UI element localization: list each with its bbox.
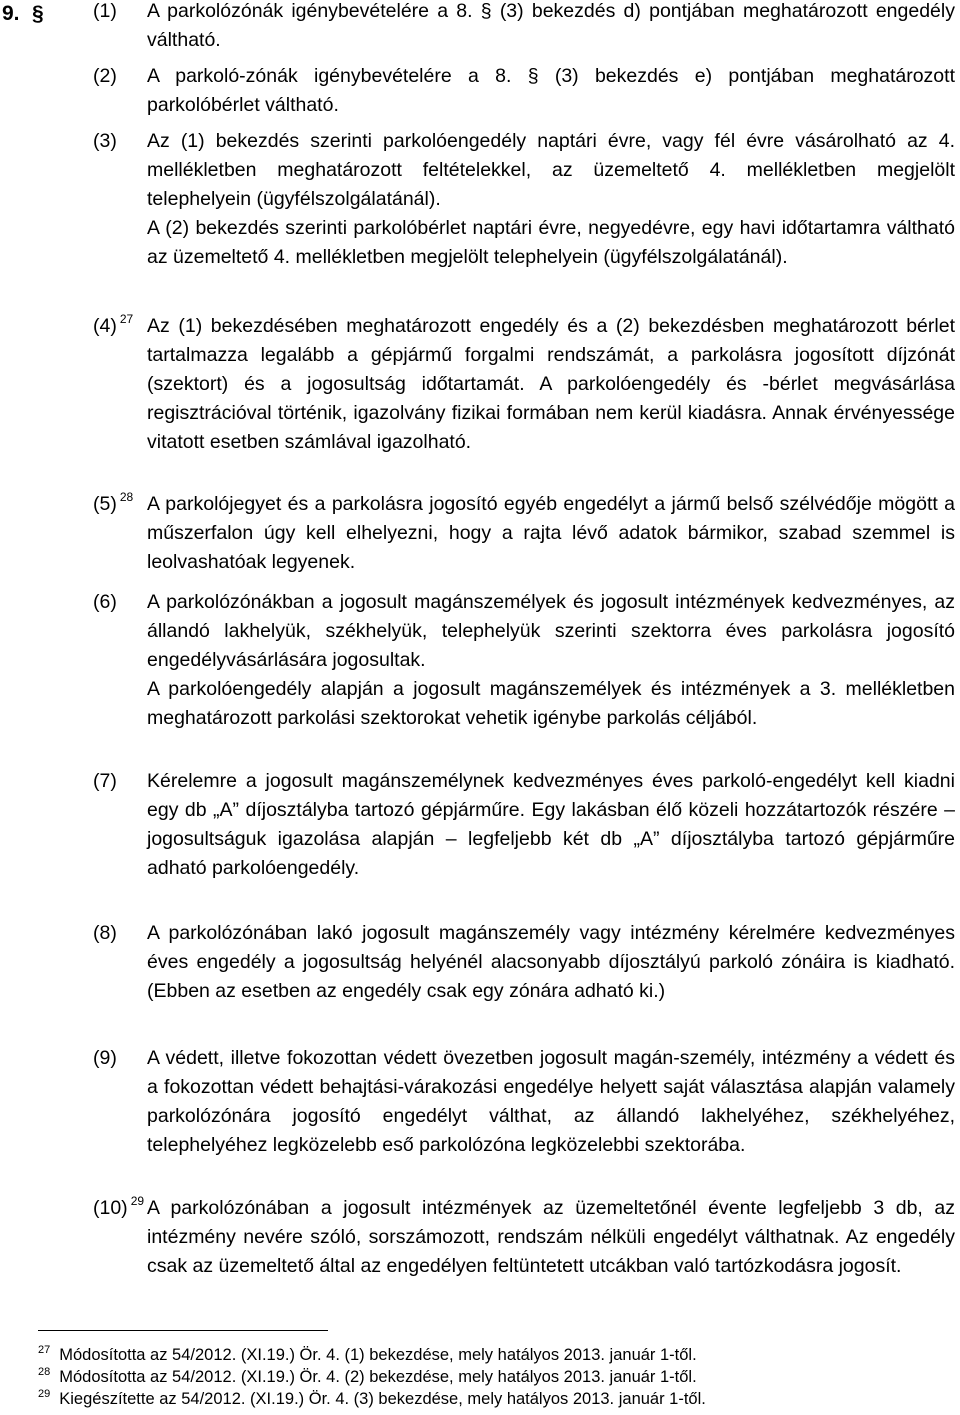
paragraph-text: A parkolózónában lakó jogosult magánszemély vagy intézmény kérelmére kedvezményes éves engedély a jogosultság helyénél alacsonyabb díjosztályú parkoló zónáira is kiadható. (Ebben az esetben az engedély csak egy zónára adható ki.) (147, 922, 955, 1002)
footnote-ref: 27 (119, 312, 134, 326)
footnote-text: Kiegészítette az 54/2012. (XI.19.) Ör. 4. (3) bekezdése, mely hatályos 2013. január 1-től. (59, 1390, 706, 1408)
paragraph-number: (6) (93, 591, 117, 613)
paragraph-text: Az (1) bekezdés szerinti parkolóengedély naptári évre, vagy fél évre vásárolható az 4. mellékletben meghatározott feltételekkel, az üzemeltető 4. mellékletben megjelölt telephelyein (ügyfélszolgálatánál). A (2) bekezdés szerinti parkolóbérlet naptári évre, negyedévre, egy havi időtartamra váltható az üzemeltető 4. mellékletben megjelölt telephelyein (ügyfélszolgálatánál). (147, 130, 955, 268)
footnote-29 (38, 1389, 706, 1409)
paragraph-text: A parkolózónában a jogosult intézmények az üzemeltetőnél évente legfeljebb 3 db, az intézmény nevére szóló, sorszámozott, rendszám nélküli engedélyt válthatnak. Az engedély csak az üzemeltető által az engedélyen feltüntetett utcákban való tartózkodásra jogosít. (147, 1197, 955, 1277)
paragraph-text: A parkolózónák igénybevételére a 8. § (3) bekezdés d) pontjában meghatározott engedély váltható. (147, 0, 955, 51)
paragraph-number: (1) (93, 0, 117, 22)
paragraph-number: (3) (93, 130, 117, 152)
footnote-28 (38, 1367, 697, 1387)
footnote-ref: 28 (119, 490, 134, 504)
paragraph-number: (10) $^{29}$ (93, 1194, 145, 1219)
paragraph-text: Kérelemre a jogosult magánszemélynek kedvezményes éves parkoló-engedélyt kell kiadni egy db „A” díjosztályba tartozó gépjárműre. Egy lakásban élő közeli hozzátartozók részére – jogosultságuk igazolása alapján – legfeljebb két db „A” díjosztályba tartozó gépjárműre adható parkolóengedély. (147, 770, 955, 879)
paragraph-text: A parkolózónákban a jogosult magánszemélyek és jogosult intézmények kedvezményes, az állandó lakhelyük, székhelyük, telephelyük szerinti szektorra éves parkolásra jogosító engedélyvásárlására jogosultak. A parkolóengedély alapján a jogosult magánszemélyek és intézmények a 3. mellékletben meghatározott parkolási szektorokat vehetik igénybe parkolás céljából. (147, 591, 955, 729)
paragraph-number: (8) (93, 922, 117, 944)
paragraph-number: (9) (93, 1047, 117, 1069)
footnote-text: Módosította az 54/2012. (XI.19.) Ör. 4. (1) bekezdése, mely hatályos 2013. január 1-től. (59, 1346, 697, 1364)
paragraph-number: (5) $^{28}$ (93, 490, 134, 515)
footnote-27 (38, 1345, 697, 1365)
paragraph-text: A parkolójegyet és a parkolásra jogosító egyéb engedélyt a jármű belső szélvédője mögött a műszerfalon úgy kell elhelyezni, hogy a rajta lévő adatok bármikor, szabad szemmel is leolvashatóak legyenek. (147, 493, 955, 573)
section-sign: § (32, 2, 44, 25)
footnote-number: 28 (38, 1366, 51, 1378)
paragraph-text: A védett, illetve fokozottan védett övezetben jogosult magán-személy, intézmény a védett és a fokozottan védett behajtási-várakozási engedélye helyett saját választása alapján valamely parkolózónára jogosító engedélyt válthat, az állandó lakhelyéhez, székhelyéhez, telephelyéhez legközelebb eső parkolózóna legközelebbi szektorába. (147, 1047, 955, 1156)
paragraph-number: (4) $^{27}$ (93, 312, 134, 337)
paragraph-number: (7) (93, 770, 117, 792)
paragraph-text: Az (1) bekezdésében meghatározott engedély és a (2) bekezdésben meghatározott bérlet tartalmazza legalább a gépjármű forgalmi rendszámát, a parkolásra jogosított díjzónát (szektort) és a jogosultság időtartamát. A parkolóengedély és -bérlet megvásárlása regisztrációval történik, igazolvány fizikai formában nem kerül kiadásra. Annak érvényessége vitatott esetben számlával igazolható. (147, 315, 955, 453)
paragraph-text: A parkoló-zónák igénybevételére a 8. § (3) bekezdés e) pontjában meghatározott parkolóbérlet váltható. (147, 65, 955, 116)
footnote-number: 27 (38, 1344, 51, 1356)
footnote-text: Módosította az 54/2012. (XI.19.) Ör. 4. (2) bekezdése, mely hatályos 2013. január 1-től. (59, 1368, 697, 1386)
section-number: 9. (2, 2, 20, 25)
footnote-ref: 29 (130, 1194, 145, 1208)
footnote-number: 29 (38, 1388, 51, 1400)
footnote-separator (38, 1330, 328, 1331)
paragraph-number: (2) (93, 65, 117, 87)
